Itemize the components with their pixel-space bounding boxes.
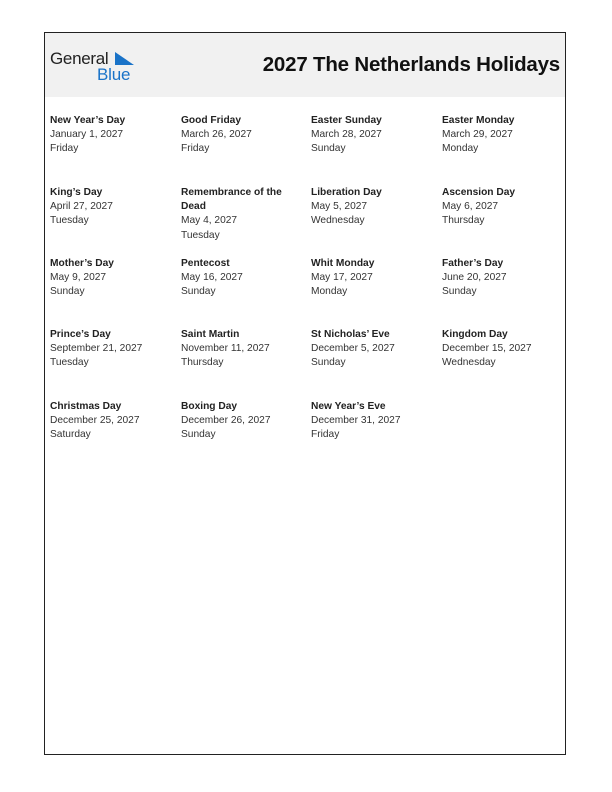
holiday-name: St Nicholas’ Eve bbox=[311, 329, 390, 340]
holiday-name: Remembrance of the Dead bbox=[181, 187, 282, 213]
holiday-day: Tuesday bbox=[50, 357, 89, 369]
holiday-item bbox=[181, 186, 306, 243]
holiday-item bbox=[181, 400, 306, 443]
holiday-name: King’s Day bbox=[50, 187, 103, 198]
holiday-item bbox=[50, 186, 175, 229]
holiday-name: Good Friday bbox=[181, 115, 241, 126]
holiday-item bbox=[50, 257, 175, 300]
holiday-date: January 1, 2027 bbox=[50, 129, 124, 141]
holiday-name: Whit Monday bbox=[311, 258, 375, 269]
holiday-item bbox=[311, 114, 436, 157]
logo bbox=[50, 49, 140, 85]
holiday-day: Sunday bbox=[181, 429, 216, 441]
holiday-item bbox=[311, 186, 436, 229]
holiday-date: November 11, 2027 bbox=[181, 343, 270, 355]
holiday-name: Mother’s Day bbox=[50, 258, 114, 269]
holiday-name: New Year’s Day bbox=[50, 115, 126, 126]
holiday-name: Easter Sunday bbox=[311, 115, 382, 126]
holiday-date: May 4, 2027 bbox=[181, 215, 238, 227]
holiday-day: Monday bbox=[311, 286, 348, 298]
holiday-name: Father’s Day bbox=[442, 258, 504, 269]
holiday-item bbox=[442, 114, 567, 157]
holiday-name: Prince’s Day bbox=[50, 329, 111, 340]
holiday-item bbox=[442, 186, 567, 229]
holiday-date: March 28, 2027 bbox=[311, 129, 382, 141]
holiday-date: March 26, 2027 bbox=[181, 129, 252, 141]
holiday-item bbox=[442, 257, 567, 300]
page-title: 2027 The Netherlands Holidays bbox=[262, 53, 560, 76]
holiday-date: June 20, 2027 bbox=[442, 272, 507, 284]
holiday-day: Friday bbox=[181, 143, 210, 155]
holiday-item bbox=[311, 400, 436, 443]
holiday-day: Monday bbox=[442, 143, 479, 155]
holiday-day: Tuesday bbox=[50, 215, 89, 227]
holiday-item bbox=[181, 257, 306, 300]
holiday-day: Friday bbox=[50, 143, 79, 155]
holiday-name: Saint Martin bbox=[181, 329, 240, 340]
holiday-day: Tuesday bbox=[181, 229, 220, 241]
holiday-date: May 9, 2027 bbox=[50, 272, 107, 284]
holiday-date: December 15, 2027 bbox=[442, 343, 532, 355]
holiday-date: April 27, 2027 bbox=[50, 201, 113, 213]
holiday-date: May 16, 2027 bbox=[181, 272, 243, 284]
holiday-date: December 25, 2027 bbox=[50, 415, 140, 427]
holiday-name: Pentecost bbox=[181, 258, 230, 269]
logo-triangle-icon bbox=[115, 52, 134, 65]
holiday-day: Sunday bbox=[311, 357, 346, 369]
holiday-day: Sunday bbox=[442, 286, 477, 298]
holiday-item bbox=[311, 257, 436, 300]
holiday-day: Wednesday bbox=[311, 215, 365, 227]
holiday-name: Christmas Day bbox=[50, 401, 122, 412]
holiday-name: Boxing Day bbox=[181, 401, 238, 412]
holiday-name: Kingdom Day bbox=[442, 329, 508, 340]
holiday-item bbox=[50, 328, 175, 371]
holiday-date: March 29, 2027 bbox=[442, 129, 513, 141]
holiday-day: Thursday bbox=[181, 357, 224, 369]
holiday-date: May 5, 2027 bbox=[311, 201, 368, 213]
holiday-item bbox=[442, 328, 567, 371]
holiday-item bbox=[311, 328, 436, 371]
holiday-day: Friday bbox=[311, 429, 340, 441]
holiday-name: Liberation Day bbox=[311, 187, 382, 198]
holiday-day: Saturday bbox=[50, 429, 91, 441]
holiday-name: New Year’s Eve bbox=[311, 401, 386, 412]
holiday-date: May 6, 2027 bbox=[442, 201, 499, 213]
holiday-name: Easter Monday bbox=[442, 115, 515, 126]
header bbox=[45, 33, 565, 97]
holiday-date: December 31, 2027 bbox=[311, 415, 401, 427]
page-frame bbox=[44, 32, 566, 755]
holiday-day: Sunday bbox=[50, 286, 85, 298]
holiday-date: December 26, 2027 bbox=[181, 415, 271, 427]
holiday-item bbox=[181, 328, 306, 371]
holiday-item bbox=[50, 114, 175, 157]
holiday-date: September 21, 2027 bbox=[50, 343, 143, 355]
holiday-item bbox=[50, 400, 175, 443]
holiday-item bbox=[181, 114, 306, 157]
logo-blue-text: Blue bbox=[97, 65, 131, 84]
holiday-day: Wednesday bbox=[442, 357, 496, 369]
holiday-date: December 5, 2027 bbox=[311, 343, 395, 355]
holiday-day: Sunday bbox=[181, 286, 216, 298]
holiday-name: Ascension Day bbox=[442, 187, 516, 198]
holiday-date: May 17, 2027 bbox=[311, 272, 373, 284]
logo-general-text: General bbox=[50, 49, 109, 68]
holiday-day: Sunday bbox=[311, 143, 346, 155]
holiday-day: Thursday bbox=[442, 215, 485, 227]
